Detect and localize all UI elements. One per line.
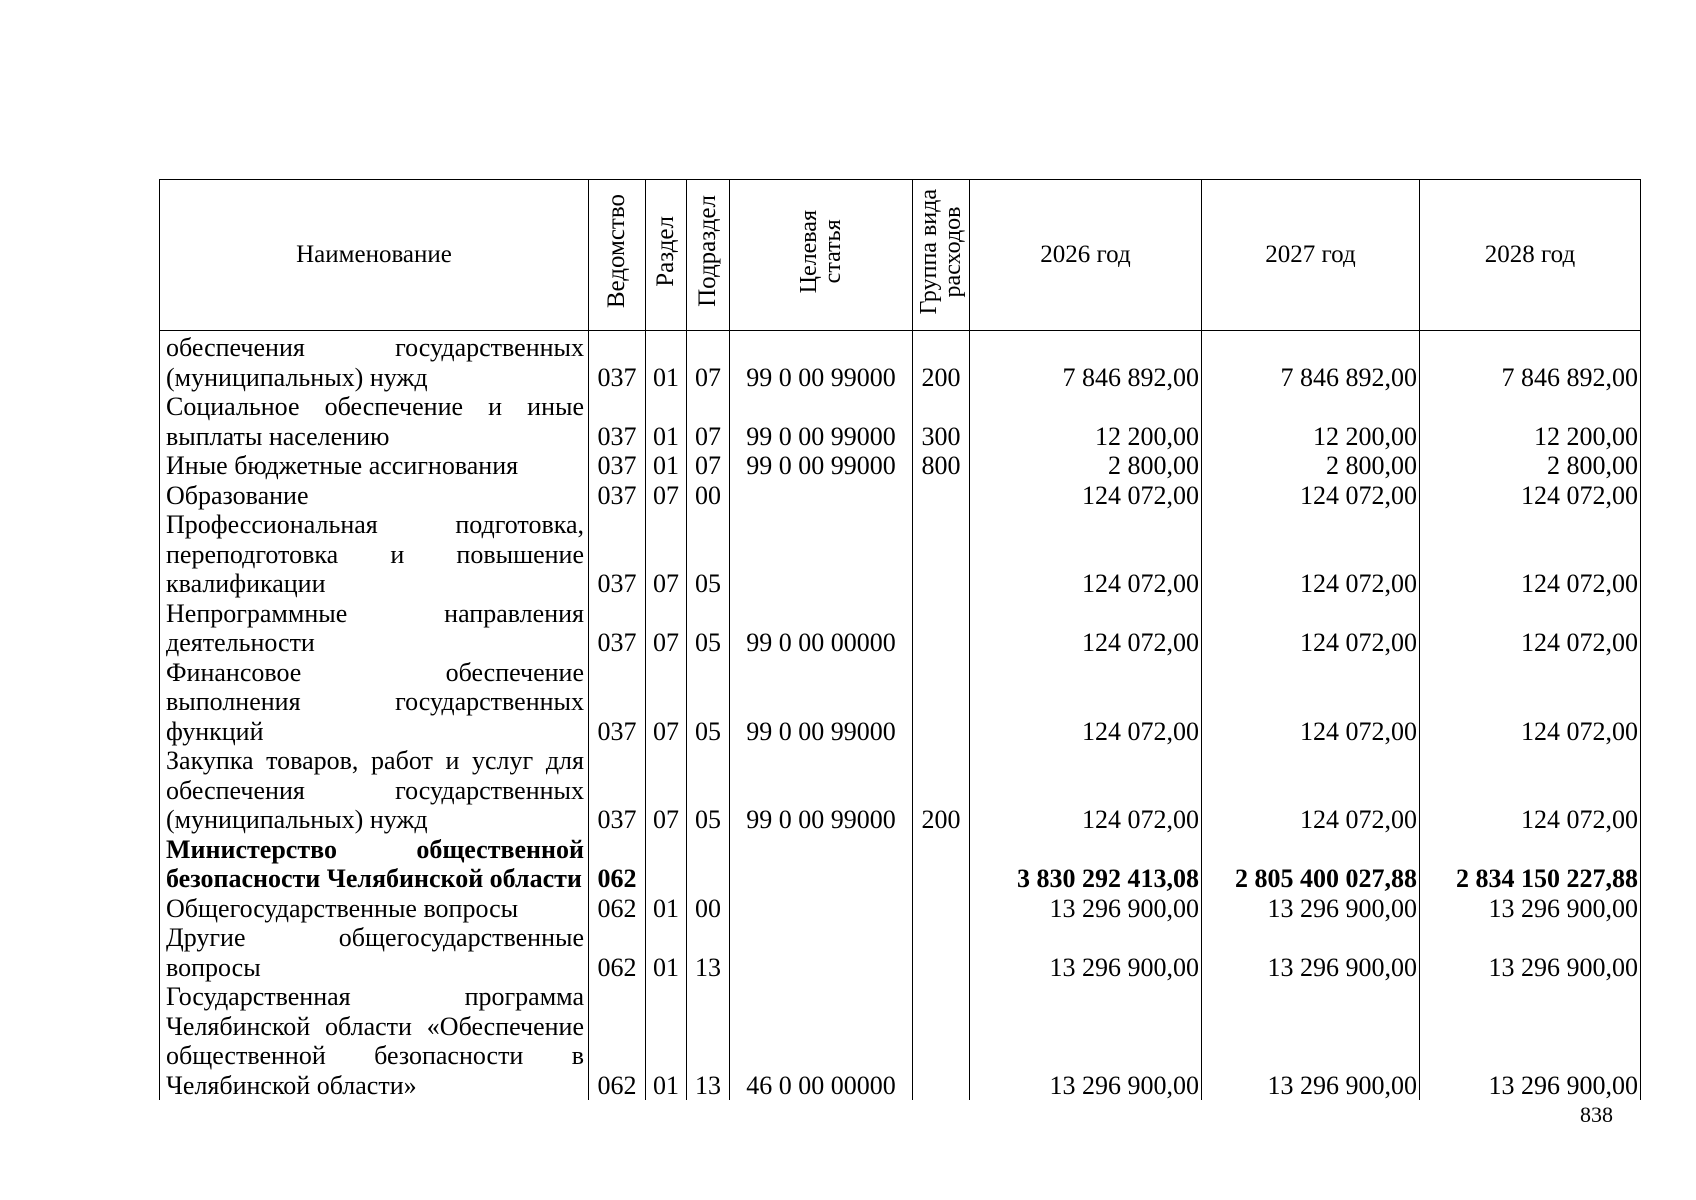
row-amount-2027: 12 200,00 bbox=[1202, 392, 1420, 451]
row-amount-2027: 7 846 892,00 bbox=[1202, 331, 1420, 393]
row-podrazdel: 07 bbox=[687, 392, 730, 451]
row-razdel: 01 bbox=[646, 392, 687, 451]
row-amount-2028: 13 296 900,00 bbox=[1420, 923, 1641, 982]
table-row bbox=[160, 392, 1641, 451]
table-row bbox=[160, 894, 1641, 924]
row-amount-2027: 13 296 900,00 bbox=[1202, 894, 1420, 924]
row-celevaya-statya bbox=[730, 510, 913, 599]
row-celevaya-statya bbox=[730, 894, 913, 924]
header-2028: 2028 год bbox=[1420, 180, 1641, 331]
row-podrazdel: 13 bbox=[687, 923, 730, 982]
row-name: Общегосударственные вопросы bbox=[160, 894, 589, 924]
row-gruppa-vida-rashodov bbox=[913, 599, 970, 658]
row-celevaya-statya: 99 0 00 99000 bbox=[730, 451, 913, 481]
row-podrazdel: 07 bbox=[687, 331, 730, 393]
row-vedomstvo: 062 bbox=[589, 894, 646, 924]
row-amount-2026: 124 072,00 bbox=[970, 599, 1202, 658]
row-razdel: 07 bbox=[646, 510, 687, 599]
row-amount-2028: 13 296 900,00 bbox=[1420, 982, 1641, 1100]
table-row bbox=[160, 481, 1641, 511]
row-razdel: 01 bbox=[646, 894, 687, 924]
table-row bbox=[160, 331, 1641, 393]
row-celevaya-statya: 99 0 00 99000 bbox=[730, 392, 913, 451]
row-vedomstvo: 062 bbox=[589, 982, 646, 1100]
row-celevaya-statya bbox=[730, 923, 913, 982]
header-podrazdel: Подраздел bbox=[687, 180, 730, 331]
row-amount-2026: 124 072,00 bbox=[970, 746, 1202, 835]
row-podrazdel: 13 bbox=[687, 982, 730, 1100]
row-gruppa-vida-rashodov: 800 bbox=[913, 451, 970, 481]
header-celevaya-statya: Целевая статья bbox=[730, 180, 913, 331]
table-row bbox=[160, 982, 1641, 1100]
row-name: Иные бюджетные ассигнования bbox=[160, 451, 589, 481]
header-razdel: Раздел bbox=[646, 180, 687, 331]
row-amount-2026: 13 296 900,00 bbox=[970, 894, 1202, 924]
row-razdel: 07 bbox=[646, 481, 687, 511]
row-amount-2026: 3 830 292 413,08 bbox=[970, 835, 1202, 894]
row-amount-2027: 124 072,00 bbox=[1202, 510, 1420, 599]
row-gruppa-vida-rashodov bbox=[913, 894, 970, 924]
row-vedomstvo: 037 bbox=[589, 510, 646, 599]
row-podrazdel: 07 bbox=[687, 451, 730, 481]
row-razdel: 07 bbox=[646, 746, 687, 835]
row-gruppa-vida-rashodov: 200 bbox=[913, 331, 970, 393]
row-name: Образование bbox=[160, 481, 589, 511]
header-vedomstvo: Ведомство bbox=[589, 180, 646, 331]
row-gruppa-vida-rashodov bbox=[913, 510, 970, 599]
header-gruppa-vida-rashodov: Группа вида расходов bbox=[913, 180, 970, 331]
row-amount-2028: 7 846 892,00 bbox=[1420, 331, 1641, 393]
row-vedomstvo: 062 bbox=[589, 923, 646, 982]
row-vedomstvo: 037 bbox=[589, 658, 646, 747]
row-name: Финансовое обеспечение выполнения государственных функций bbox=[160, 658, 589, 747]
table-row bbox=[160, 835, 1641, 894]
table-row bbox=[160, 658, 1641, 747]
row-name: Непрограммные направления деятельности bbox=[160, 599, 589, 658]
row-vedomstvo: 037 bbox=[589, 392, 646, 451]
budget-table bbox=[159, 179, 1641, 1100]
row-razdel: 01 bbox=[646, 331, 687, 393]
row-name: Закупка товаров, работ и услуг для обеспечения государственных (муниципальных) нужд bbox=[160, 746, 589, 835]
row-amount-2028: 13 296 900,00 bbox=[1420, 894, 1641, 924]
row-amount-2028: 2 834 150 227,88 bbox=[1420, 835, 1641, 894]
row-name: Профессиональная подготовка, переподготовка и повышение квалификации bbox=[160, 510, 589, 599]
row-name: Государственная программа Челябинской области «Обеспечение общественной безопасности в Челябинской области» bbox=[160, 982, 589, 1100]
row-vedomstvo: 037 bbox=[589, 451, 646, 481]
row-podrazdel: 05 bbox=[687, 746, 730, 835]
row-amount-2027: 2 805 400 027,88 bbox=[1202, 835, 1420, 894]
row-name: Социальное обеспечение и иные выплаты населению bbox=[160, 392, 589, 451]
row-amount-2028: 124 072,00 bbox=[1420, 510, 1641, 599]
row-vedomstvo: 037 bbox=[589, 331, 646, 393]
row-celevaya-statya: 99 0 00 99000 bbox=[730, 746, 913, 835]
row-amount-2027: 2 800,00 bbox=[1202, 451, 1420, 481]
row-podrazdel: 05 bbox=[687, 658, 730, 747]
row-amount-2026: 13 296 900,00 bbox=[970, 923, 1202, 982]
table-row bbox=[160, 923, 1641, 982]
row-gruppa-vida-rashodov bbox=[913, 982, 970, 1100]
row-razdel: 07 bbox=[646, 658, 687, 747]
row-amount-2027: 124 072,00 bbox=[1202, 481, 1420, 511]
table-header-row bbox=[160, 180, 1641, 331]
row-amount-2027: 124 072,00 bbox=[1202, 746, 1420, 835]
row-amount-2026: 124 072,00 bbox=[970, 510, 1202, 599]
row-gruppa-vida-rashodov bbox=[913, 481, 970, 511]
row-amount-2028: 12 200,00 bbox=[1420, 392, 1641, 451]
row-amount-2026: 13 296 900,00 bbox=[970, 982, 1202, 1100]
page-number: 838 bbox=[1580, 1102, 1613, 1127]
row-gruppa-vida-rashodov bbox=[913, 835, 970, 894]
row-podrazdel bbox=[687, 835, 730, 894]
row-name: Министерство общественной безопасности Челябинской области bbox=[160, 835, 589, 894]
row-razdel: 01 bbox=[646, 451, 687, 481]
table-body bbox=[160, 331, 1641, 1101]
row-amount-2027: 124 072,00 bbox=[1202, 599, 1420, 658]
row-podrazdel: 00 bbox=[687, 894, 730, 924]
table-row bbox=[160, 451, 1641, 481]
row-celevaya-statya bbox=[730, 835, 913, 894]
row-amount-2028: 124 072,00 bbox=[1420, 658, 1641, 747]
row-gruppa-vida-rashodov bbox=[913, 923, 970, 982]
row-vedomstvo: 037 bbox=[589, 599, 646, 658]
row-name: Другие общегосударственные вопросы bbox=[160, 923, 589, 982]
row-gruppa-vida-rashodov bbox=[913, 658, 970, 747]
row-amount-2028: 124 072,00 bbox=[1420, 746, 1641, 835]
row-razdel: 01 bbox=[646, 923, 687, 982]
row-razdel bbox=[646, 835, 687, 894]
row-celevaya-statya: 99 0 00 99000 bbox=[730, 658, 913, 747]
row-celevaya-statya: 99 0 00 00000 bbox=[730, 599, 913, 658]
row-amount-2028: 2 800,00 bbox=[1420, 451, 1641, 481]
row-amount-2027: 13 296 900,00 bbox=[1202, 923, 1420, 982]
row-amount-2026: 12 200,00 bbox=[970, 392, 1202, 451]
row-vedomstvo: 062 bbox=[589, 835, 646, 894]
row-name: обеспечения государственных (муниципальных) нужд bbox=[160, 331, 589, 393]
row-gruppa-vida-rashodov: 300 bbox=[913, 392, 970, 451]
row-celevaya-statya: 46 0 00 00000 bbox=[730, 982, 913, 1100]
row-vedomstvo: 037 bbox=[589, 481, 646, 511]
header-2027: 2027 год bbox=[1202, 180, 1420, 331]
row-celevaya-statya bbox=[730, 481, 913, 511]
table-row bbox=[160, 599, 1641, 658]
table-row bbox=[160, 510, 1641, 599]
row-amount-2026: 124 072,00 bbox=[970, 481, 1202, 511]
header-name: Наименование bbox=[160, 180, 589, 331]
row-podrazdel: 00 bbox=[687, 481, 730, 511]
row-gruppa-vida-rashodov: 200 bbox=[913, 746, 970, 835]
row-razdel: 07 bbox=[646, 599, 687, 658]
row-amount-2028: 124 072,00 bbox=[1420, 599, 1641, 658]
row-razdel: 01 bbox=[646, 982, 687, 1100]
row-amount-2026: 7 846 892,00 bbox=[970, 331, 1202, 393]
row-amount-2026: 124 072,00 bbox=[970, 658, 1202, 747]
row-amount-2027: 13 296 900,00 bbox=[1202, 982, 1420, 1100]
row-podrazdel: 05 bbox=[687, 599, 730, 658]
row-amount-2027: 124 072,00 bbox=[1202, 658, 1420, 747]
row-podrazdel: 05 bbox=[687, 510, 730, 599]
header-2026: 2026 год bbox=[970, 180, 1202, 331]
table-row bbox=[160, 746, 1641, 835]
row-amount-2028: 124 072,00 bbox=[1420, 481, 1641, 511]
row-vedomstvo: 037 bbox=[589, 746, 646, 835]
row-celevaya-statya: 99 0 00 99000 bbox=[730, 331, 913, 393]
row-amount-2026: 2 800,00 bbox=[970, 451, 1202, 481]
